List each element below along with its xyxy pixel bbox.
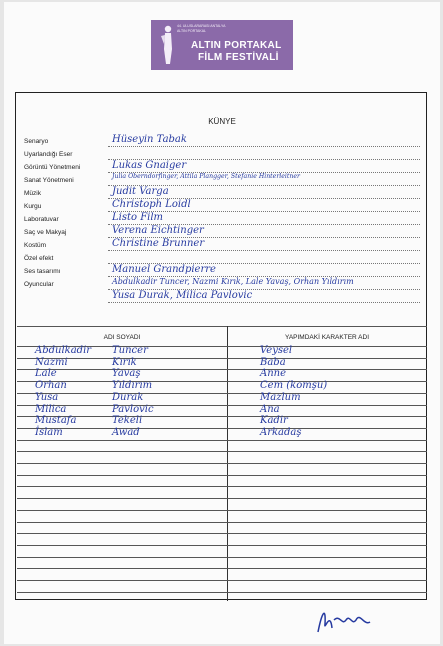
- cast-last-name[interactable]: Kırık: [112, 356, 137, 368]
- field-label: Kurgu: [24, 203, 42, 210]
- cast-last-name[interactable]: Tekeli: [112, 415, 143, 427]
- table-rule: [17, 393, 427, 394]
- cast-character-name[interactable]: Cem (komşu): [260, 380, 328, 392]
- cast-first-name[interactable]: Milica: [35, 403, 67, 415]
- field-label: Laboratuvar: [24, 216, 59, 223]
- table-rule: [17, 568, 427, 569]
- field-value[interactable]: Lukas Gnaiger: [112, 160, 187, 171]
- cast-last-name[interactable]: Durak: [112, 391, 144, 403]
- table-rule: [17, 580, 427, 581]
- field-value[interactable]: Christine Brunner: [112, 238, 205, 249]
- cast-last-name[interactable]: Yavaş: [112, 368, 141, 380]
- cast-table: [17, 326, 427, 601]
- field-value[interactable]: Julia Oberndorfinger, Attila Plangger, Stefanie Hinterleitner: [112, 173, 300, 180]
- table-rule: [17, 381, 427, 382]
- cast-character-name[interactable]: Ana: [260, 403, 280, 415]
- field-value[interactable]: Listo Film: [112, 212, 164, 223]
- logo-title-line1: ALTIN PORTAKAL: [191, 40, 282, 51]
- cast-character-name[interactable]: Kadir: [260, 415, 288, 427]
- festival-logo: [151, 20, 293, 70]
- cast-character-name[interactable]: Veysel: [260, 345, 293, 356]
- field-value[interactable]: Hüseyin Tabak: [112, 134, 187, 145]
- table-rule: [17, 451, 427, 452]
- table-rule: [17, 463, 427, 464]
- field-value[interactable]: Abdulkadir Tuncer, Nazmi Kırık, Lale Yavaş, Orhan Yıldırım: [112, 277, 354, 286]
- table-rule: [17, 498, 427, 499]
- table-rule: [17, 592, 427, 593]
- field-label: Saç ve Makyaj: [24, 229, 67, 236]
- field-dotted-line: [108, 302, 420, 303]
- cast-last-name[interactable]: Pavlovic: [112, 403, 154, 415]
- cast-first-name[interactable]: Mustafa: [35, 415, 77, 427]
- logo-title-line2: FİLM FESTİVALİ: [198, 52, 279, 63]
- header-name: ADI SOYADI: [103, 334, 141, 341]
- table-rule: [17, 522, 427, 523]
- field-label: Müzik: [24, 190, 41, 197]
- logo-line-small-1: 44. ULUSLARARASI ANTALYA: [177, 24, 226, 28]
- field-label: Sanat Yönetmeni: [24, 177, 74, 184]
- table-rule: [17, 557, 427, 558]
- table-rule: [17, 405, 427, 406]
- cast-character-name[interactable]: Arkadaş: [260, 426, 302, 438]
- field-label: Kostüm: [24, 242, 47, 249]
- field-value[interactable]: Judit Varga: [112, 186, 169, 197]
- logo-line-small-2: ALTIN PORTAKAL: [177, 29, 206, 33]
- field-label: Senaryo: [24, 138, 49, 145]
- table-rule: [17, 440, 427, 441]
- cast-last-name[interactable]: Awad: [112, 426, 140, 438]
- cast-character-name[interactable]: Anne: [260, 368, 287, 380]
- cast-last-name[interactable]: Tuncer: [112, 345, 148, 356]
- table-top-border: [17, 326, 427, 327]
- cast-first-name[interactable]: Lale: [35, 368, 57, 380]
- table-rule: [17, 510, 427, 511]
- cast-first-name[interactable]: Yusa: [35, 391, 59, 403]
- cast-first-name[interactable]: Orhan: [35, 380, 67, 392]
- cast-first-name[interactable]: Abdulkadir: [35, 345, 92, 356]
- table-rule: [17, 369, 427, 370]
- form-title: KÜNYE: [208, 117, 236, 126]
- cast-character-name[interactable]: Mazlum: [260, 391, 301, 403]
- table-rule: [17, 475, 427, 476]
- field-value[interactable]: Christoph Loidl: [112, 199, 191, 210]
- field-value[interactable]: Manuel Grandpierre: [112, 264, 216, 275]
- cast-last-name[interactable]: Yıldırım: [112, 380, 153, 392]
- statue-icon: [157, 24, 179, 66]
- field-label: Oyuncular: [24, 281, 54, 288]
- table-rule: [17, 358, 427, 359]
- table-rule: [17, 533, 427, 534]
- table-rule: [17, 416, 427, 417]
- table-rule: [17, 545, 427, 546]
- field-label: Özel efekt: [24, 255, 54, 262]
- cast-first-name[interactable]: İslam: [35, 426, 63, 438]
- cast-character-name[interactable]: Baba: [260, 356, 286, 368]
- field-dotted-line: [108, 250, 420, 251]
- form-frame: [15, 92, 427, 600]
- field-value[interactable]: Yusa Durak, Milica Pavlovic: [112, 290, 253, 301]
- signature-mark: [312, 602, 372, 636]
- field-label: Uyarlandığı Eser: [24, 151, 73, 158]
- table-rule: [17, 428, 427, 429]
- cast-first-name[interactable]: Nazmi: [35, 356, 68, 368]
- field-dotted-line: [108, 146, 420, 147]
- table-rule: [17, 486, 427, 487]
- field-label: Ses tasarımı: [24, 268, 61, 275]
- field-value[interactable]: Verena Eichtinger: [112, 225, 204, 236]
- header-character: YAPIMDAKİ KARAKTER ADI: [284, 334, 370, 341]
- field-label: Görüntü Yönetmeni: [24, 164, 81, 171]
